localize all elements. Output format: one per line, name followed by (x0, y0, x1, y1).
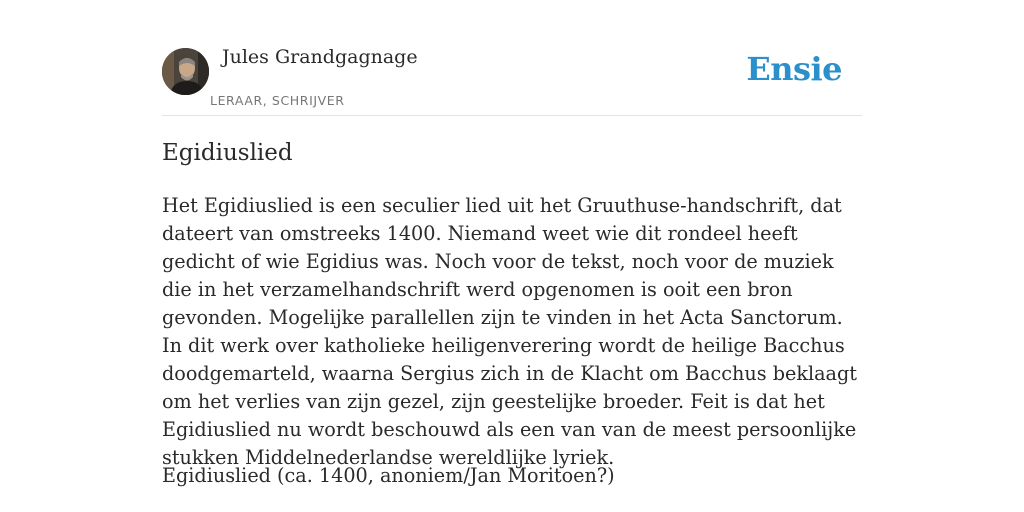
article-body: Het Egidiuslied is een seculier lied uit het Gruuthuse-handschrift, dat dateert van omstreeks 1400. Niemand weet wie dit rondeel heeft gedicht of wie Egidius was. Noch voor de tekst, noch voor de muziek die in het verzamelhandschrift werd opgenomen is ooit een bron gevonden. Mogelijke parallellen zijn te vinden in het Acta Sanctorum. In dit werk over katholieke heiligenverering wordt de heilige Bacchus doodgemarteld, waarna Sergius zich in de Klacht om Bacchus beklaagt om het verlies van zijn gezel, zijn geestelijke broeder. Feit is dat het Egidiuslied nu wordt beschouwd als een van van de meest persoonlijke stukken Middelnederlandse wereldlijke lyriek. (162, 194, 857, 469)
author-name[interactable]: Jules Grandgagnage (222, 46, 418, 68)
author-header (162, 0, 862, 116)
article-subtitle: Egidiuslied (ca. 1400, anoniem/Jan Moritoen?) (162, 464, 615, 487)
author-role: LERAAR, SCHRIJVER (210, 93, 345, 108)
avatar[interactable] (162, 48, 209, 95)
page-title: Egidiuslied (162, 140, 293, 166)
page-content (162, 0, 862, 512)
brand-logo[interactable]: Ensie (746, 50, 842, 88)
author-portrait-icon (162, 48, 209, 95)
